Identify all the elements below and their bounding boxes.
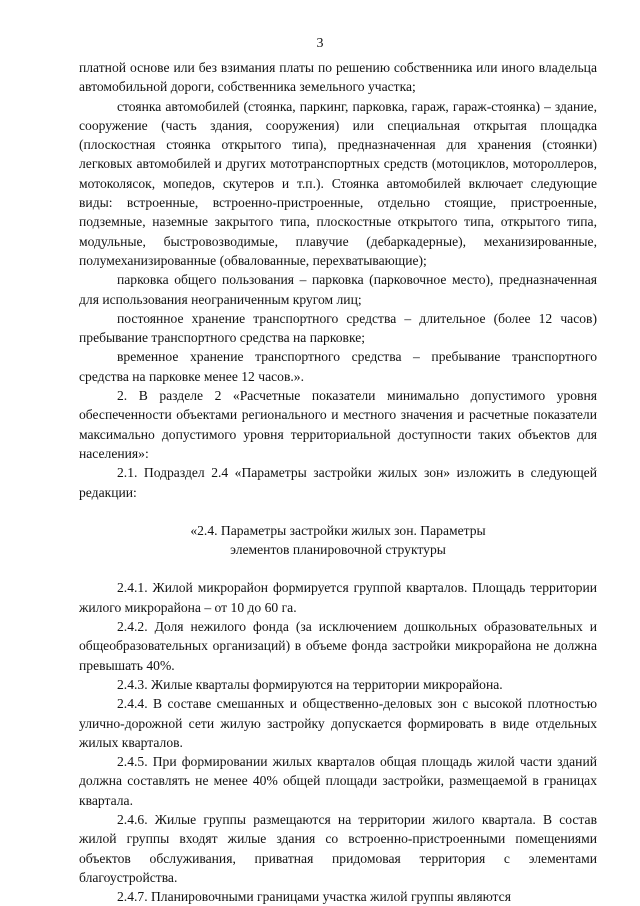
- clause-paragraph: 2.4.4. В составе смешанных и общественно-деловых зон с высокой плотностью улично-дорожной сети жилую застройку допускается формировать в виде отдельных жилых кварталов.: [79, 696, 597, 750]
- clause-paragraph: 2.4.1. Жилой микрорайон формируется группой кварталов. Площадь территории жилого микрорайона – от 10 до 60 га.: [79, 580, 597, 615]
- clause-paragraph: 2.4.3. Жилые кварталы формируются на территории микрорайона.: [117, 676, 503, 692]
- clause-paragraph: 2.4.2. Доля нежилого фонда (за исключением дошкольных образовательных и общеобразовательных организаций) в объеме фонда застройки микрорайона не должна превышать 40%.: [79, 619, 597, 673]
- paragraph: временное хранение транспортного средства – пребывание транспортного средства на парковке менее 12 часов.».: [79, 349, 597, 384]
- clause-paragraph: 2.4.6. Жилые группы размещаются на территории жилого квартала. В состав жилой группы входят жилые здания со встроенно-пристроенными помещениями объектов обслуживания, приватная придомовая территория с элементами благоустройства.: [79, 811, 597, 885]
- clause-paragraph: 2.4.7. Планировочными границами участка жилой группы являются: [117, 889, 511, 905]
- clause-paragraph: 2.4.5. При формировании жилых кварталов общая площадь жилой части зданий должна составлять не менее 40% общей площади застройки, размещаемой в границах квартала.: [79, 754, 597, 808]
- paragraph: постоянное хранение транспортного средства – длительное (более 12 часов) пребывание транспортного средства на парковке;: [79, 310, 597, 346]
- section-heading: [79, 521, 597, 560]
- section-heading-line: «2.4. Параметры застройки жилых зон. Параметры: [190, 522, 486, 538]
- paragraph: 2. В разделе 2 «Расчетные показатели минимально допустимого уровня обеспеченности объектами регионального и местного значения и расчетные показатели максимально допустимого уровня территориальной доступности таких объектов для населения»:: [79, 388, 597, 461]
- page-number: 3: [316, 36, 324, 51]
- document-body: [79, 58, 597, 906]
- section-heading-line: элементов планировочной структуры: [230, 542, 446, 558]
- paragraph: стоянка автомобилей (стоянка, паркинг, парковка, гараж, гараж-стоянка) – здание, сооружение (часть здания, сооружения) или специальная открытая площадка (плоскостная стоянка открытого типа), предназначенная для хранения (стоянки) легковых автомобилей и других мототранспортных средств (мотоциклов, мотороллеров, мотоколясок, мопедов, скутеров и т.п.). Стоянка автомобилей включает следующие виды: встроенные, встроенно-пристроенные, отдельно стоящие, пристроенные, подземные, наземные закрытого типа, плоскостные открытого типа, открытого типа, модульные, быстровозводимые, плавучие (дебаркадерные), механизированные, полумеханизированные (обвалованные, перехватывающие);: [79, 98, 597, 268]
- paragraph: парковка общего пользования – парковка (парковочное место), предназначенная для использования неограниченным кругом лиц;: [79, 272, 597, 307]
- paragraph: платной основе или без взимания платы по решению собственника или иного владельца автомобильной дороги, собственника земельного участка;: [79, 60, 597, 95]
- paragraph: 2.1. Подраздел 2.4 «Параметры застройки жилых зон» изложить в следующей редакции:: [79, 465, 597, 500]
